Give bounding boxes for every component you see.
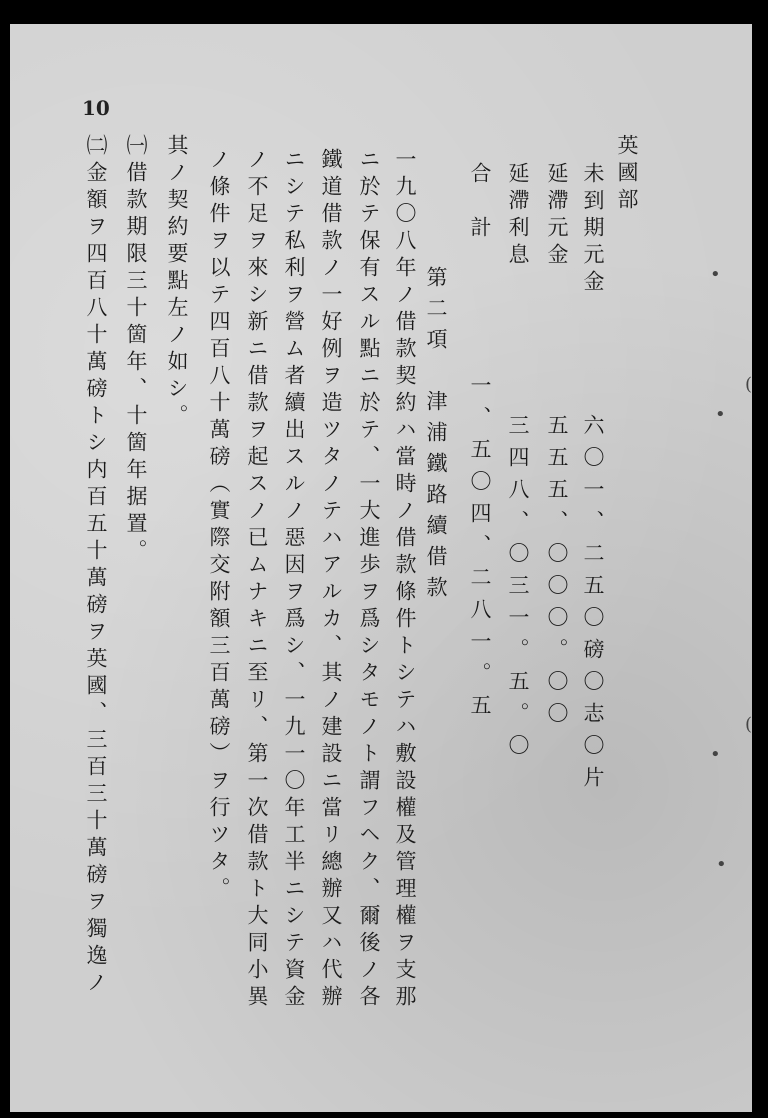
body-line-6: ノ條件ヲ以テ四百八十萬磅（實際交附額三百萬磅）ヲ行ツタ。 [207, 148, 231, 904]
document-page [10, 24, 752, 1112]
body-line-8: ㈠借款期限三十箇年、十箇年据置。 [124, 134, 148, 566]
scan-speck: • [716, 854, 727, 875]
item-label-overdue-principal: 延滯元金 [545, 162, 569, 270]
body-line-5: ノ不足ヲ來シ新ニ借款ヲ起スノ已ムナキニ至リ、第一次借款ト大同小異 [245, 148, 269, 1012]
body-line-3: 鐵道借款ノ一好例ヲ造ツタノテハアルカ、其ノ建設ニ當リ總辦又ハ代辦 [319, 148, 343, 1012]
scan-speck: • [710, 744, 721, 765]
page-number: 10 [82, 96, 110, 120]
item-value-overdue-principal: 五五五、〇〇〇。〇〇 [545, 414, 569, 734]
item-label-unmatured-principal: 未到期元金 [581, 162, 605, 297]
body-line-9: ㈡金額ヲ四百八十萬磅トシ内百五十萬磅ヲ英國、三百三十萬磅ヲ獨逸ノ [84, 134, 108, 998]
body-line-7: 其ノ契約要點左ノ如シ。 [165, 134, 189, 431]
section-heading: 第二項 津浦鐵路續借款 [424, 266, 448, 607]
item-label-overdue-interest: 延滯利息 [506, 162, 530, 270]
item-label-total: 合 計 [468, 162, 492, 243]
body-line-1: 一九〇八年ノ借款契約ハ當時ノ借款條件トシテハ敷設權及管理權ヲ支那 [393, 148, 417, 1012]
scan-speck: ( [745, 374, 752, 395]
body-line-2: ニ於テ保有スル點ニ於テ、一大進歩ヲ爲シタモノト謂フヘク、爾後ノ各 [357, 148, 381, 1012]
body-line-4: ニシテ私利ヲ營ム者續出スルノ惡因ヲ爲シ、一九一〇年工半ニシテ資金 [282, 148, 306, 1012]
item-value-overdue-interest: 三四八、〇三一。五。〇 [506, 414, 530, 766]
item-value-unmatured-principal: 六〇一、二五〇磅〇志〇片 [581, 414, 605, 798]
scan-speck: • [710, 264, 721, 285]
section-title: 英國部 [615, 134, 639, 215]
scan-speck: • [715, 404, 726, 425]
scan-speck: ( [745, 714, 752, 735]
item-value-total: 一、五〇四、二八一。五 [468, 374, 492, 726]
